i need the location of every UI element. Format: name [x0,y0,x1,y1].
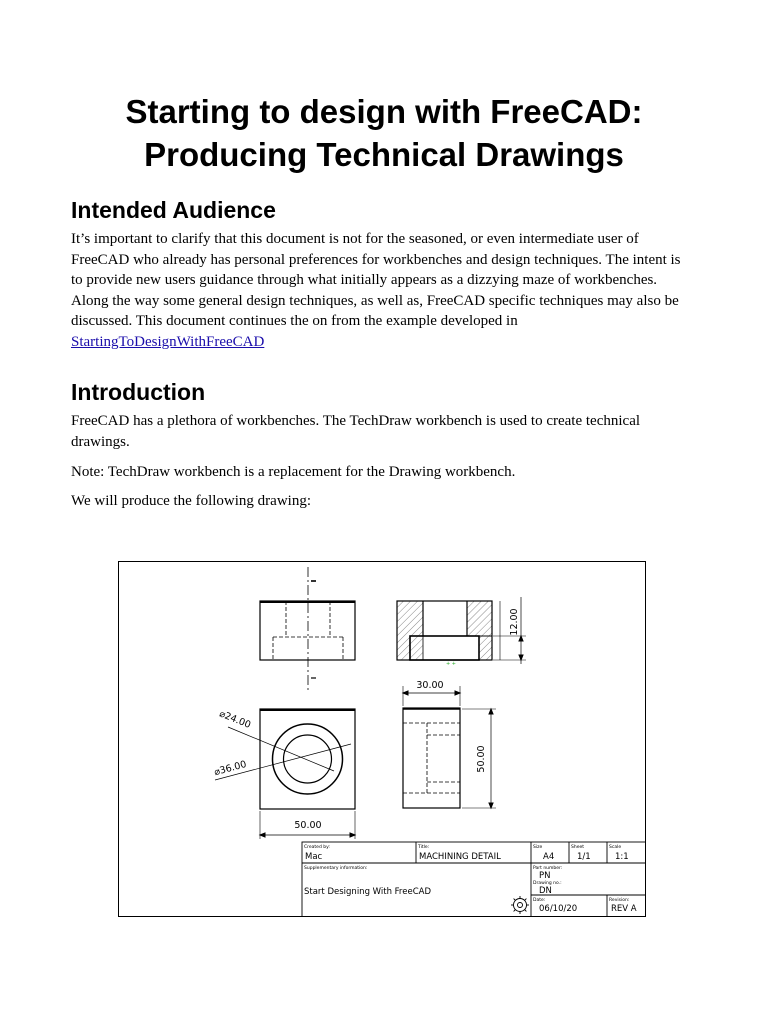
starting-to-design-link[interactable]: StartingToDesignWithFreeCAD [71,333,265,350]
document-title [71,90,697,176]
technical-drawing [118,561,646,917]
title-label: Title: [418,845,430,850]
size-value: A4 [543,852,555,862]
supplementary-value: Start Designing With FreeCAD [304,887,431,897]
size-label: Size [533,845,543,850]
scale-label: Scale [609,845,622,850]
revision-label: Revision: [609,898,630,903]
intro-line-2: drawings. [71,433,130,450]
dim-width-top-label: 50.00 [294,820,322,831]
drawing-no-value: DN [539,886,552,896]
intro-paragraph-3: We will produce the following drawing: [71,493,311,509]
title-line-2: Producing Technical Drawings [144,136,624,173]
title-value: MACHINING DETAIL [419,852,501,862]
dim-width-side-label: 30.00 [416,680,444,691]
heading-intended-audience: Intended Audience [71,197,276,223]
audience-line-5: discussed. This document continues the on from the example developed in [71,313,518,329]
intro-paragraph-2: Note: TechDraw workbench is a replacement for the Drawing workbench. [71,464,516,480]
dim-inner-dia-label: ⌀24.00 [217,708,253,731]
sheet-value: 1/1 [577,852,591,862]
audience-line-2: FreeCAD who already has personal preferences for workbenches and design techniques. The intent is [71,251,681,268]
audience-line-3: to provide new users guidance through what initially appears as a dizzying maze of workbenches. [71,272,658,288]
heading-introduction: Introduction [71,379,206,405]
date-value: 06/10/20 [539,904,578,914]
svg-text:+ +: + + [446,661,456,667]
created-by-value: Mac [305,852,323,862]
intro-line-1: FreeCAD has a plethora of workbenches. The TechDraw workbench is used to create technical [71,413,641,429]
audience-line-4: Along the way some general design techniques, as well as, FreeCAD specific techniques may also be [71,292,679,309]
dim-height-side-label: 50.00 [476,745,487,773]
date-label: Date: [533,898,546,903]
audience-line-1: It’s important to clarify that this document is not for the seasoned, or even intermediate user of [71,231,639,247]
part-number-label: Part number: [533,866,563,871]
technical-drawing-figure [118,561,646,917]
part-number-value: PN [539,871,551,881]
drawing-no-label: Drawing no.: [533,881,562,886]
dim-height-label: 12.00 [509,608,520,636]
dim-outer-dia-label: ⌀36.00 [213,759,248,779]
sheet-label: Sheet [571,845,585,850]
supplementary-label: Supplementary information: [304,866,368,871]
intro-paragraph-1 [71,411,691,452]
revision-value: REV A [611,904,637,914]
scale-value: 1:1 [615,852,629,862]
title-line-1: Starting to design with FreeCAD: [125,93,643,130]
audience-paragraph [71,229,691,352]
created-by-label: Created by: [304,845,330,850]
